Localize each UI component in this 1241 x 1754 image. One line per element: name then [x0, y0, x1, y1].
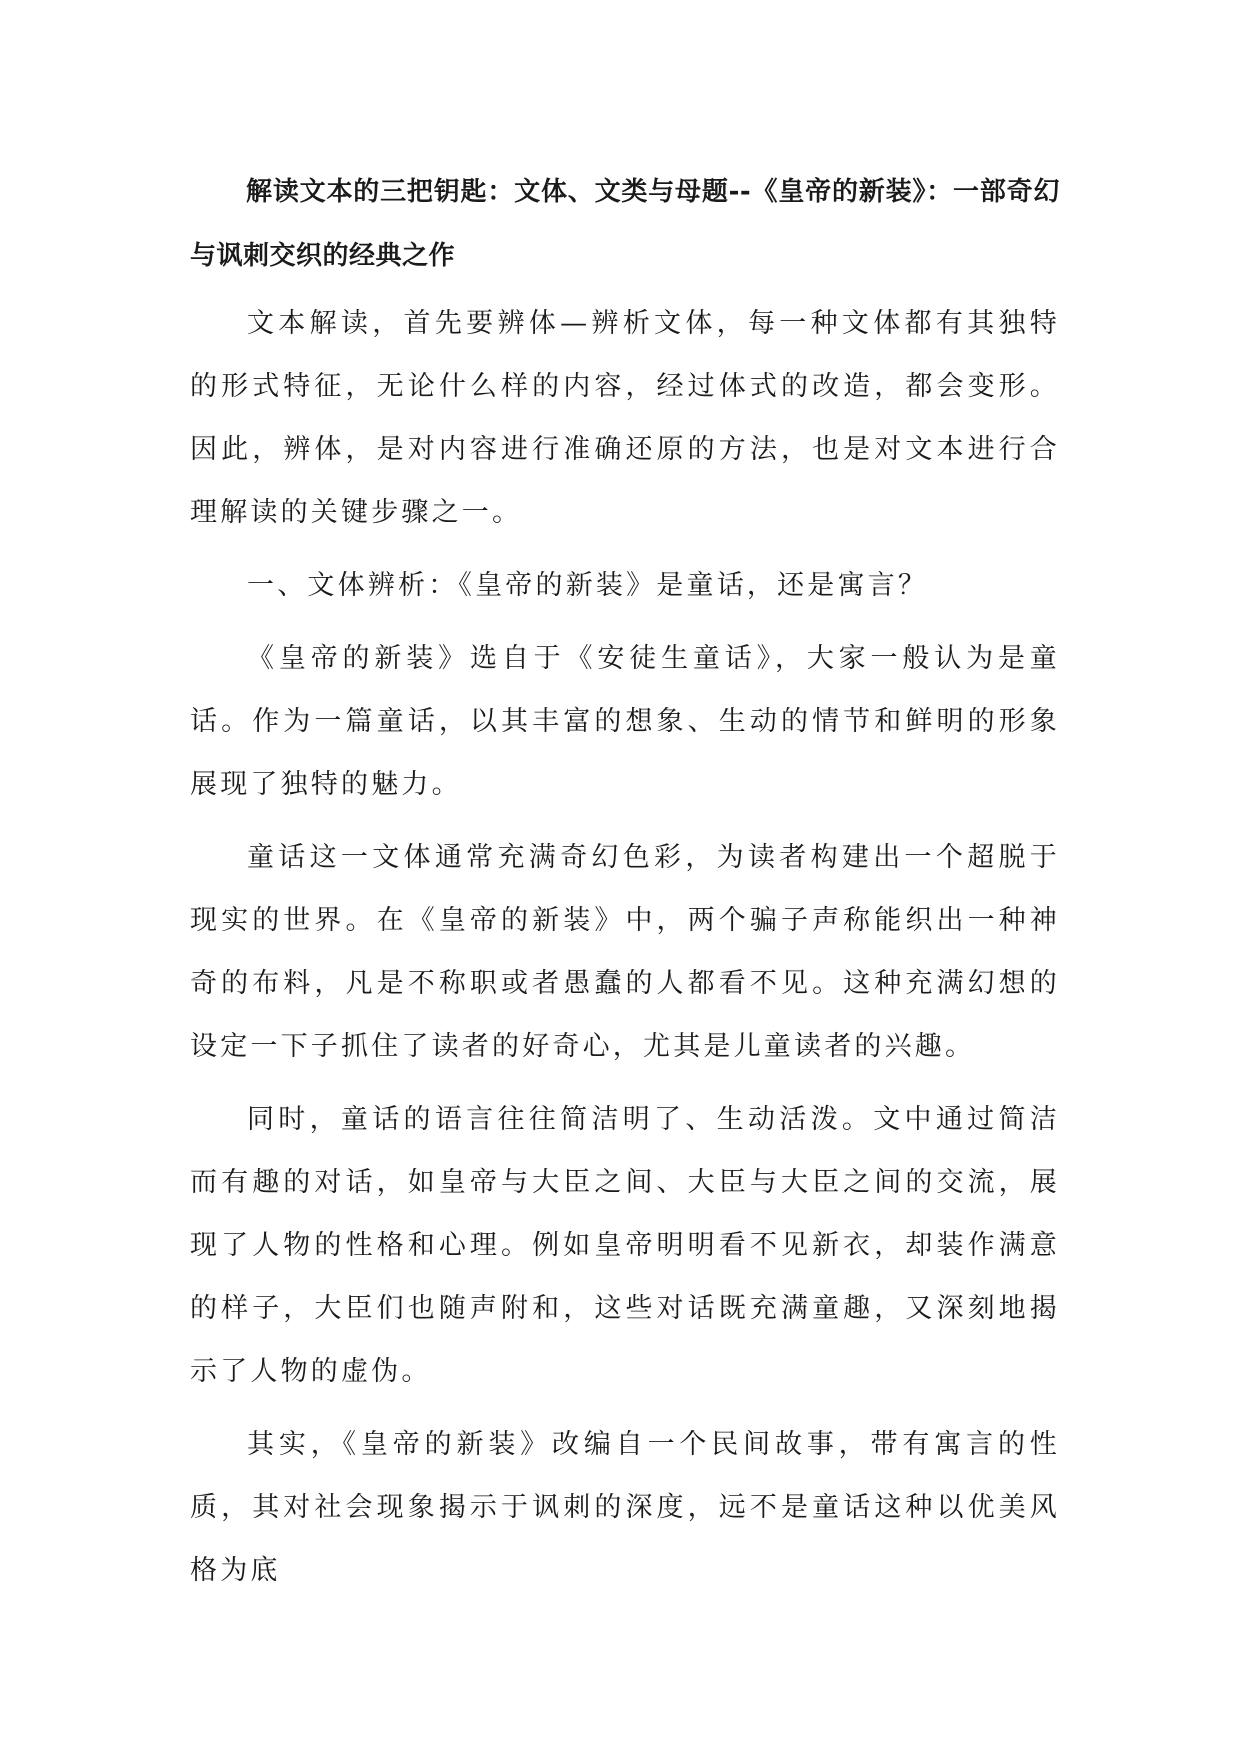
paragraph-spacer: [190, 1078, 1060, 1088]
paragraph-spacer: [190, 816, 1060, 826]
document-body: [190, 160, 1060, 1602]
paragraph-spacer: [190, 617, 1060, 627]
paragraph-fable: 其实，《皇帝的新装》改编自一个民间故事，带有寓言的性质，其对社会现象揭示于讽刺的深度，远不是童话这种以优美风格为底: [190, 1429, 1060, 1586]
paragraph-fairy-tale: 《皇帝的新装》选自于《安徒生童话》，大家一般认为是童话。作为一篇童话，以其丰富的想象、生动的情节和鲜明的形象展现了独特的魅力。: [190, 643, 1060, 800]
paragraph-spacer: [190, 1403, 1060, 1413]
paragraph-intro: 文本解读，首先要辨体—辨析文体，每一种文体都有其独特的形式特征，无论什么样的内容，经过体式的改造，都会变形。因此，辨体，是对内容进行准确还原的方法，也是对文本进行合理解读的关键步骤之一。: [190, 308, 1060, 528]
paragraph-fantasy: 童话这一文体通常充满奇幻色彩，为读者构建出一个超脱于现实的世界。在《皇帝的新装》中，两个骗子声称能织出一种神奇的布料，凡是不称职或者愚蠢的人都看不见。这种充满幻想的设定一下子抓住了读者的好奇心，尤其是儿童读者的兴趣。: [190, 842, 1060, 1062]
paragraph-language: 同时，童话的语言往往简洁明了、生动活泼。文中通过简洁而有趣的对话，如皇帝与大臣之间、大臣与大臣之间的交流，展现了人物的性格和心理。例如皇帝明明看不见新衣，却装作满意的样子，大臣们也随声附和，这些对话既充满童趣，又深刻地揭示了人物的虚伪。: [190, 1104, 1060, 1387]
document-title: 解读文本的三把钥匙：文体、文类与母题--《皇帝的新装》：一部奇幻与讽刺交织的经典之作: [190, 177, 1060, 271]
paragraph-spacer: [190, 544, 1060, 554]
section-heading: 一、文体辨析：《皇帝的新装》是童话，还是寓言？: [247, 570, 929, 601]
